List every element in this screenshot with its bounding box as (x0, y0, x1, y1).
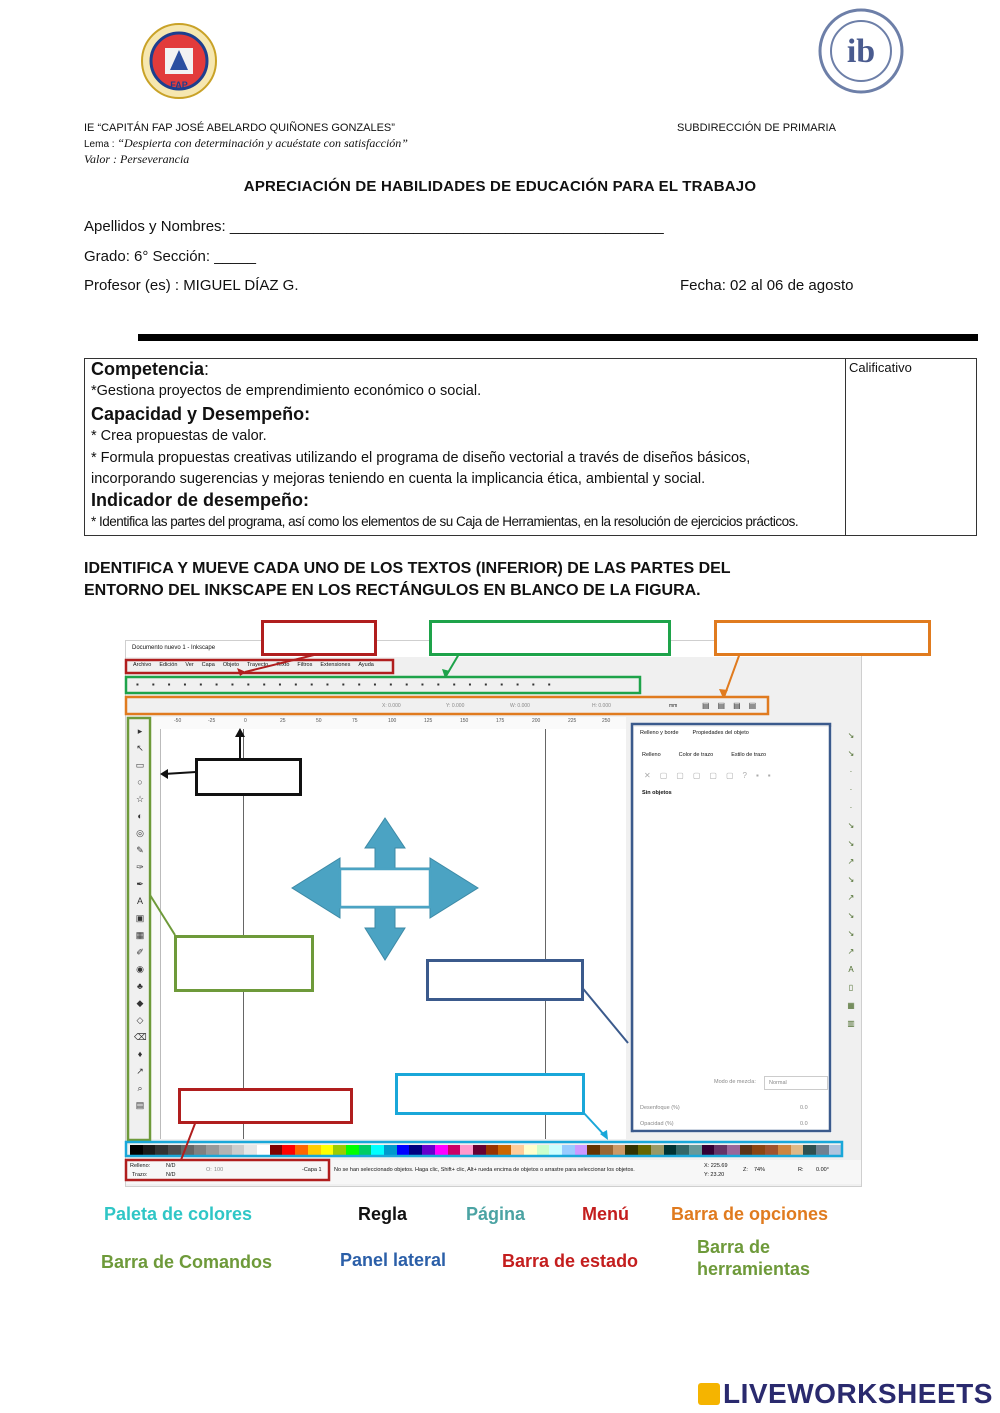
calificativo-header: Calificativo (849, 360, 912, 375)
status-highlight (126, 1160, 329, 1180)
layer-select[interactable]: -Capa 1 (302, 1167, 322, 1173)
paint-type-icons: ✕▢▢▢▢▢?▪▪ (644, 771, 780, 780)
answer-box-ruler[interactable] (195, 758, 302, 796)
panel-empty-text: Sin objetos (642, 790, 672, 796)
ruler-tick: 175 (496, 718, 505, 724)
menu-edicion[interactable]: Edición (159, 662, 178, 668)
answer-box-panel[interactable] (426, 959, 584, 1001)
ruler-connector-2 (164, 772, 196, 774)
school-name: IE “CAPITÁN FAP JOSÉ ABELARDO QUIÑONES GONZALES” (84, 122, 395, 134)
status-connector (181, 1121, 196, 1160)
snap-bar-icons: ↘ ↘ · · · ↘ ↘ ↗ ↘ ↗ ↘ ↘ ↗ A ▯ ▦ ▥ (847, 731, 855, 1028)
menu-ayuda[interactable]: Ayuda (358, 662, 374, 668)
ruler-tick: 50 (316, 718, 322, 724)
department-name: SUBDIRECCIÓN DE PRIMARIA (677, 122, 836, 134)
opt-h[interactable]: H: 0.000 (592, 703, 611, 709)
rotation-label: R: (798, 1167, 804, 1173)
bank-herramientas-line-1: Barra de (697, 1237, 771, 1257)
tab-propiedades[interactable]: Propiedades del objeto (692, 730, 749, 736)
ruler-tick: 125 (424, 718, 433, 724)
answer-box-palette[interactable] (395, 1073, 585, 1115)
competencia-text: *Gestiona proyectos de emprendimiento económico o social. (91, 383, 482, 399)
options-highlight (126, 697, 768, 714)
menu-filtros[interactable]: Filtros (297, 662, 313, 668)
competencia-heading: Competencia: (91, 359, 210, 379)
ruler-arrowhead (235, 728, 245, 737)
svg-text:FAP: FAP (170, 80, 188, 90)
fill-value: N/D (166, 1163, 176, 1169)
stroke-label: Trazo: (132, 1172, 148, 1178)
menu-trayecto[interactable]: Trayecto (247, 662, 269, 668)
instruction-line-2: ENTORNO DEL INKSCAPE EN LOS RECTÁNGULOS EN BLANCO DE LA FIGURA. (84, 582, 701, 599)
bank-opciones[interactable]: Barra de opciones (671, 1204, 829, 1224)
zoom-value[interactable]: 74% (754, 1167, 766, 1173)
blend-label: Modo de mezcla: (714, 1079, 756, 1085)
answer-box-options[interactable] (714, 620, 931, 656)
desempeno-text-2: incorporando sugerencias y mejoras teniendo en cuenta la implicancia ética, ambiental y social. (91, 471, 706, 487)
blend-select[interactable]: Normal (764, 1076, 828, 1090)
ruler-tick: -25 (208, 718, 216, 724)
opt-unit[interactable]: mm (669, 703, 678, 709)
bank-regla[interactable]: Regla (358, 1204, 408, 1224)
motto-text: “Despierta con determinación y acuéstate con satisfacción” (117, 136, 408, 150)
menu-texto[interactable]: Texto (276, 662, 290, 668)
blur-label: Desenfoque (%) (640, 1105, 680, 1111)
ruler-tick: 100 (388, 718, 397, 724)
opt-y[interactable]: Y: 0.000 (446, 703, 465, 709)
indicador-text: * Identifica las partes del programa, así como los elementos de su Caja de Herramientas, en la resolución de ejercicios prácticos. (91, 514, 799, 529)
tab-relleno-borde[interactable]: Relleno y borde (640, 730, 679, 736)
fill-label: Relleno: (130, 1163, 151, 1169)
bank-panel[interactable]: Panel lateral (340, 1250, 447, 1270)
ruler-tick: 75 (352, 718, 358, 724)
answer-box-toolbox[interactable] (174, 935, 314, 992)
menu-objeto[interactable]: Objeto (222, 662, 240, 668)
palette-highlight (126, 1142, 842, 1156)
opacity-label: Opacidad (%) (640, 1121, 674, 1127)
subtab-estilo-trazo[interactable]: Estilo de trazo (731, 752, 767, 758)
bank-menu[interactable]: Menú (582, 1204, 629, 1224)
toolbox-icons: ▸ ↖ ▭ ○ ☆ ◐ ◎ ✎ ✑ ✒ A ▣ ▦ ✐ ◉ ♣ ◆ ◇ ⌫ ♦ ↗ ⌕ ▤ (134, 726, 147, 1110)
toolbox-highlight (128, 718, 150, 1140)
ruler-tick: -50 (174, 718, 182, 724)
menu-highlight (126, 660, 393, 673)
bank-estado[interactable]: Barra de estado (502, 1251, 639, 1271)
page-title: APRECIACIÓN DE HABILIDADES DE EDUCACIÓN PARA EL TRABAJO (243, 178, 757, 195)
commands-highlight (126, 677, 640, 693)
window-title: Documento nuevo 1 - Inkscape (132, 645, 216, 651)
answer-box-page[interactable] (342, 871, 428, 905)
menu-ver[interactable]: Ver (185, 662, 194, 668)
answer-box-menu[interactable] (261, 620, 377, 656)
panel-connector (580, 985, 628, 1043)
commands-bar-icons: ▪▪▪▪▪▪▪▪▪▪▪▪▪▪▪▪▪▪▪▪▪▪▪▪▪▪▪ (136, 680, 564, 689)
menu-extensiones[interactable]: Extensiones (320, 662, 351, 668)
cursor-x: X: 225.69 (704, 1163, 728, 1169)
bank-comandos[interactable]: Barra de Comandos (101, 1252, 273, 1272)
grade-field: Grado: 6° Sección: _____ (84, 248, 256, 265)
toolbox-connector (150, 895, 175, 935)
cursor-y: Y: 23.20 (704, 1172, 725, 1178)
stroke-value: N/D (166, 1172, 176, 1178)
indicador-heading: Indicador de desempeño: (91, 490, 310, 510)
rotation-value[interactable]: 0.00° (816, 1167, 829, 1173)
desempeno-text-1: * Formula propuestas creativas utilizando el programa de diseño vectorial a través de diseños básicos, (91, 450, 751, 466)
ruler-tick: 225 (568, 718, 577, 724)
status-message: No se han seleccionado objetos. Haga clic, Shift+ clic, Alt+ rueda encima de objetos o arrastre para seleccionar los objetos. (334, 1167, 635, 1173)
opt-x[interactable]: X: 0.000 (382, 703, 401, 709)
motto-label: Lema : (84, 139, 115, 150)
svg-text:ib: ib (846, 33, 876, 70)
ruler-tick: 250 (602, 718, 611, 724)
bank-herramientas-line-2: herramientas (697, 1259, 811, 1279)
capacidad-heading: Capacidad y Desempeño: (91, 404, 311, 424)
panel-highlight (632, 724, 830, 1131)
bank-pagina[interactable]: Página (466, 1204, 526, 1224)
answer-box-commands[interactable] (429, 620, 671, 656)
subtab-relleno[interactable]: Relleno (642, 752, 661, 758)
bank-herramientas[interactable] (697, 1236, 810, 1280)
watermark-text: LIVEWORKSHEETS (723, 1378, 993, 1409)
opacity-o-label: O: (206, 1167, 212, 1173)
liveworksheets-watermark (698, 1378, 993, 1410)
menu-capa[interactable]: Capa (201, 662, 215, 668)
ruler-tick: 150 (460, 718, 469, 724)
value-text: Valor : Perseverancia (84, 152, 190, 166)
ruler-tick: 0 (244, 718, 247, 724)
teacher-field: Profesor (es) : MIGUEL DÍAZ G. (84, 277, 299, 294)
ruler-tick: 25 (280, 718, 286, 724)
ruler-tick: 200 (532, 718, 541, 724)
ruler-arrowhead-2 (160, 769, 168, 779)
menu-archivo[interactable]: Archivo (133, 662, 152, 668)
opt-icons: ▤▤▤▤ (702, 701, 765, 710)
date-field: Fecha: 02 al 06 de agosto (680, 277, 854, 294)
subtab-color-trazo[interactable]: Color de trazo (678, 752, 714, 758)
blur-value[interactable]: 0.0 (800, 1105, 808, 1111)
answer-box-status[interactable] (178, 1088, 353, 1124)
name-field: Apellidos y Nombres: ____________________________________________________ (84, 218, 664, 235)
capacidad-text: * Crea propuestas de valor. (91, 428, 267, 444)
opacity-o-value[interactable]: 100 (214, 1167, 224, 1173)
opt-w[interactable]: W: 0.000 (510, 703, 530, 709)
menu-connector (245, 654, 318, 672)
instruction-line-1: IDENTIFICA Y MUEVE CADA UNO DE LOS TEXTOS (INFERIOR) DE LAS PARTES DEL (84, 560, 731, 577)
zoom-label: Z: (743, 1167, 748, 1173)
liveworksheets-logo-icon (698, 1383, 720, 1405)
opacity-value[interactable]: 0.0 (800, 1121, 808, 1127)
bank-paleta[interactable]: Paleta de colores (104, 1204, 253, 1224)
